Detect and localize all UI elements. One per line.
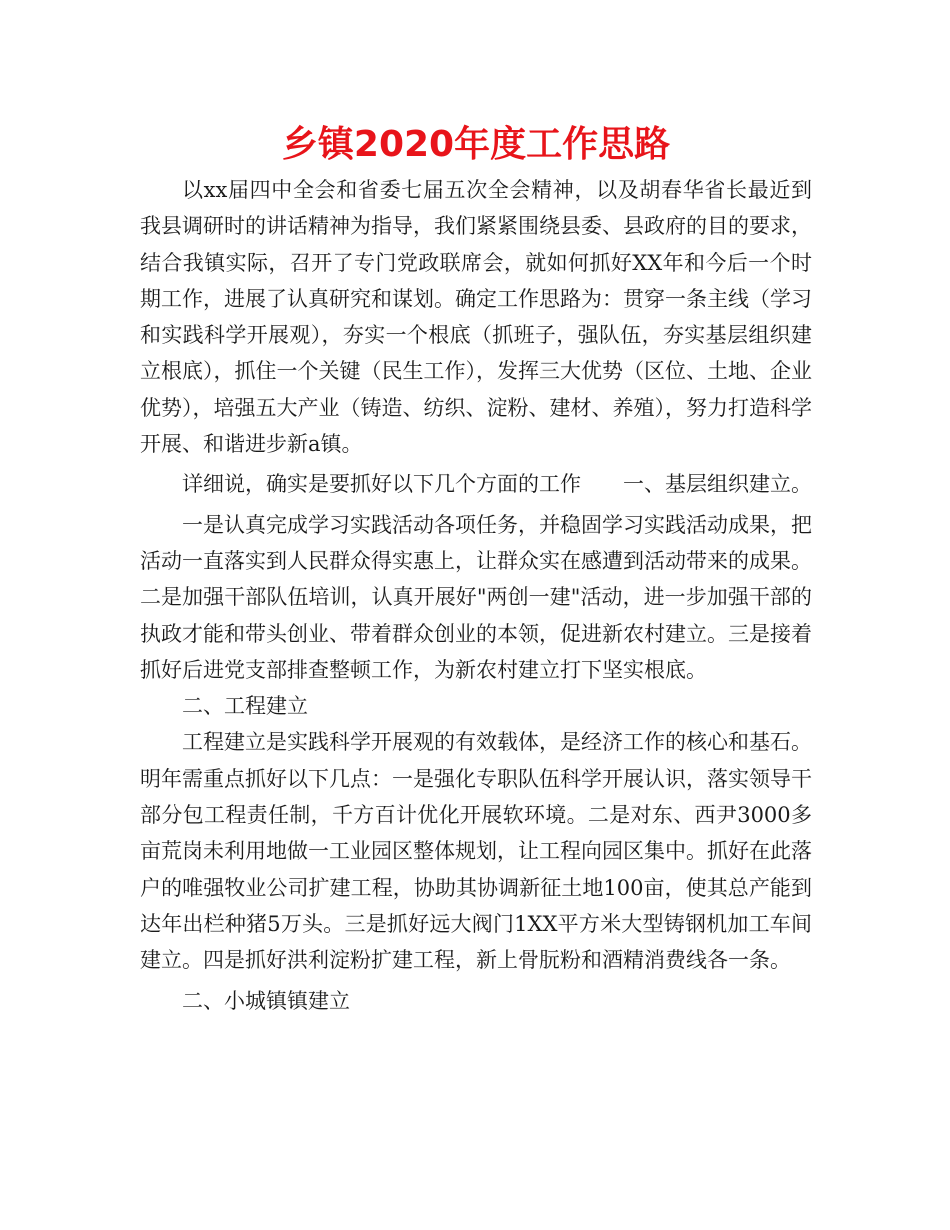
section-heading-town: 二、小城镇镇建立: [182, 988, 350, 1013]
document-page: [140, 118, 812, 1019]
paragraph-organization: 一是认真完成学习实践活动各项任务，并稳固学习实践活动成果，把活动一直落实到人民群众得实惠上，让群众实在感遭到活动带来的成果。二是加强干部队伍培训，认真开展好"两创一建"活动，进一步加强干部的执政才能和带头创业、带着群众创业的本领，促进新农村建立。三是接着抓好后进党支部排查整顿工作，为新农村建立打下坚实根底。: [140, 512, 812, 682]
paragraph-intro: 以xx届四中全会和省委七届五次全会精神，以及胡春华省长最近到我县调研时的讲话精神为指导，我们紧紧围绕县委、县政府的目的要求，结合我镇实际，召开了专门党政联席会，就如何抓好XX年和今后一个时期工作，进展了认真研究和谋划。确定工作思路为：贯穿一条主线（学习和实践科学开展观），夯实一个根底（抓班子，强队伍，夯实基层组织建立根底），抓住一个关键（民生工作），发挥三大优势（区位、土地、企业优势），培强五大产业（铸造、纺织、淀粉、建材、养殖），努力打造科学开展、和谐进步新a镇。: [140, 178, 812, 457]
section-heading-projects: 二、工程建立: [182, 694, 308, 719]
paragraph-overview: 详细说，确实是要抓好以下几个方面的工作 一、基层组织建立。: [182, 472, 812, 497]
document-title: 乡镇2020年度工作思路: [281, 124, 671, 165]
paragraph-projects: 工程建立是实践科学开展观的有效载体，是经济工作的核心和基石。明年需重点抓好以下几点：一是强化专职队伍科学开展认识，落实领导干部分包工程责任制，千方百计优化开展软环境。二是对东、西尹3000多亩荒岗未利用地做一工业园区整体规划，让工程向园区集中。抓好在此落户的唯强牧业公司扩建工程，协助其协调新征土地100亩，使其总产能到达年出栏种猪5万头。三是抓好远大阀门1XX平方米大型铸钢机加工车间建立。四是抓好洪利淀粉扩建工程，新上骨朊粉和酒精消费线各一条。: [140, 730, 812, 973]
